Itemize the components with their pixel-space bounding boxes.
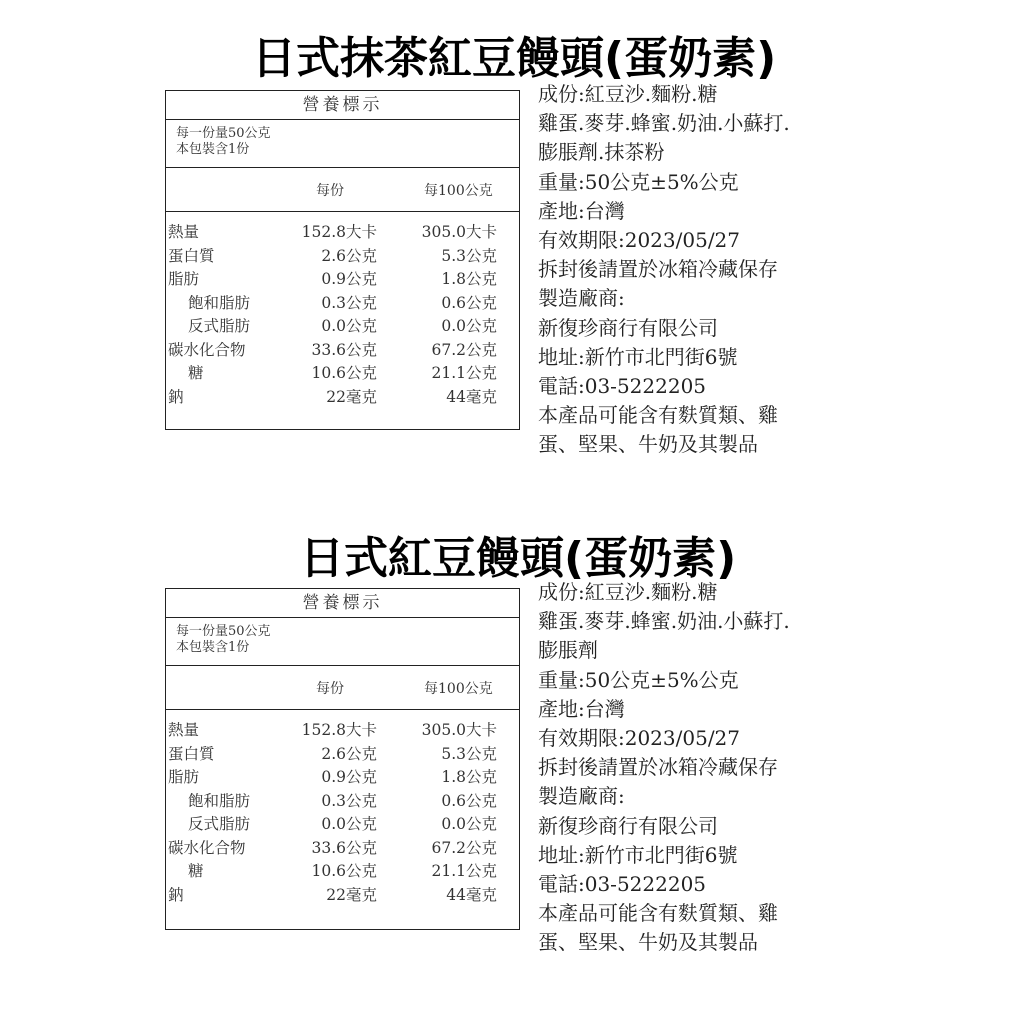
nutrient-name: 鈉 <box>168 387 184 406</box>
col-per-100g: 每100公克 <box>424 681 493 697</box>
per-100g-value: 0.6公克 <box>441 791 497 810</box>
serving-size: 每一份量50公克 <box>176 624 271 639</box>
nutrient-name: 碳水化合物 <box>168 838 246 857</box>
info-line: 新復珍商行有限公司 <box>538 315 718 340</box>
per-100g-value: 67.2公克 <box>431 340 497 359</box>
nutrition-row <box>166 718 519 742</box>
info-line: 有效期限:2023/05/27 <box>538 227 741 252</box>
info-line: 膨脹劑 <box>538 638 598 663</box>
nutrition-row <box>166 812 519 836</box>
info-line: 產地:台灣 <box>538 696 625 721</box>
per-serving-value: 33.6公克 <box>311 838 377 857</box>
product-info <box>538 578 790 957</box>
product-title: 日式紅豆饅頭(蛋奶素) <box>300 533 737 584</box>
info-line: 蛋、堅果、牛奶及其製品 <box>538 432 758 457</box>
per-serving-value: 0.0公克 <box>321 815 377 833</box>
info-line: 重量:50公克±5%公克 <box>538 169 739 194</box>
nutrient-name: 熱量 <box>168 721 200 739</box>
info-line: 重量:50公克±5%公克 <box>538 667 739 692</box>
per-serving-value: 152.8大卡 <box>301 721 377 739</box>
per-serving-value: 0.3公克 <box>321 293 377 312</box>
info-line: 拆封後請置於冰箱冷藏保存 <box>538 755 778 780</box>
nutrition-panel <box>165 588 520 930</box>
nutrition-header: 營養標示 <box>166 91 519 120</box>
col-per-serving: 每份 <box>316 183 344 199</box>
nutrient-name: 糖 <box>188 364 204 382</box>
info-line: 地址:新竹市北門街6號 <box>538 842 738 867</box>
nutrient-name: 反式脂肪 <box>188 317 251 335</box>
per-100g-value: 0.0公克 <box>441 317 497 335</box>
per-100g-value: 0.6公克 <box>441 293 497 312</box>
nutrition-row <box>166 859 519 883</box>
per-serving-value: 0.3公克 <box>321 791 377 810</box>
info-line: 地址:新竹市北門街6號 <box>538 344 738 369</box>
nutrition-row <box>166 789 519 813</box>
nutrient-name: 糖 <box>188 862 204 880</box>
nutrient-name: 熱量 <box>168 223 200 241</box>
per-100g-value: 44毫克 <box>446 387 497 406</box>
info-line: 產地:台灣 <box>538 198 625 223</box>
nutrition-row <box>166 742 519 766</box>
info-line: 電話:03-5222205 <box>538 373 707 398</box>
info-line: 新復珍商行有限公司 <box>538 813 718 838</box>
product-title: 日式抹茶紅豆饅頭(蛋奶素) <box>252 33 777 84</box>
per-100g-value: 21.1公克 <box>431 862 497 880</box>
per-100g-value: 44毫克 <box>446 885 497 904</box>
per-serving-value: 152.8大卡 <box>301 223 377 241</box>
servings-per-pack: 本包裝含1份 <box>176 640 250 655</box>
nutrient-name: 蛋白質 <box>168 246 215 265</box>
per-serving-value: 33.6公克 <box>311 340 377 359</box>
nutrient-name: 反式脂肪 <box>188 815 251 833</box>
serving-size: 每一份量50公克 <box>176 126 271 141</box>
info-line: 成份:紅豆沙.麵粉.糖 <box>538 82 718 106</box>
info-line: 拆封後請置於冰箱冷藏保存 <box>538 257 778 282</box>
per-100g-value: 0.0公克 <box>441 815 497 833</box>
info-line: 製造廠商: <box>538 784 625 809</box>
per-100g-value: 5.3公克 <box>441 744 497 763</box>
serving-info <box>166 618 519 666</box>
nutrition-rows <box>166 710 519 906</box>
per-serving-value: 10.6公克 <box>311 862 377 880</box>
per-serving-value: 22毫克 <box>326 387 377 406</box>
per-serving-value: 0.0公克 <box>321 317 377 335</box>
per-100g-value: 305.0大卡 <box>421 223 497 241</box>
nutrient-name: 飽和脂肪 <box>188 791 251 810</box>
per-serving-value: 22毫克 <box>326 885 377 904</box>
nutrient-name: 碳水化合物 <box>168 340 246 359</box>
nutrient-name: 鈉 <box>168 885 184 904</box>
per-100g-value: 305.0大卡 <box>421 721 497 739</box>
info-line: 本產品可能含有麩質類、雞 <box>538 403 778 428</box>
per-serving-value: 10.6公克 <box>311 364 377 382</box>
per-serving-value: 0.9公克 <box>321 768 377 786</box>
info-line: 製造廠商: <box>538 286 625 311</box>
info-line: 本產品可能含有麩質類、雞 <box>538 901 778 926</box>
nutrient-name: 脂肪 <box>168 768 200 786</box>
servings-per-pack: 本包裝含1份 <box>176 142 250 157</box>
per-100g-value: 1.8公克 <box>441 270 497 288</box>
per-100g-value: 1.8公克 <box>441 768 497 786</box>
nutrient-name: 脂肪 <box>168 270 200 288</box>
per-serving-value: 2.6公克 <box>321 744 377 763</box>
col-per-100g: 每100公克 <box>424 183 493 199</box>
info-line: 電話:03-5222205 <box>538 871 707 896</box>
info-line: 雞蛋.麥芽.蜂蜜.奶油.小蘇打. <box>538 111 790 136</box>
info-line: 雞蛋.麥芽.蜂蜜.奶油.小蘇打. <box>538 609 790 634</box>
nutrition-row <box>166 883 519 907</box>
per-100g-value: 67.2公克 <box>431 838 497 857</box>
per-serving-value: 2.6公克 <box>321 246 377 265</box>
nutrition-header: 營養標示 <box>166 589 519 618</box>
info-line: 蛋、堅果、牛奶及其製品 <box>538 930 758 955</box>
per-serving-value: 0.9公克 <box>321 270 377 288</box>
nutrition-row <box>166 836 519 860</box>
nutrient-name: 飽和脂肪 <box>188 293 251 312</box>
column-header <box>166 666 519 710</box>
col-per-serving: 每份 <box>316 681 344 697</box>
per-100g-value: 5.3公克 <box>441 246 497 265</box>
nutrient-name: 蛋白質 <box>168 744 215 763</box>
per-100g-value: 21.1公克 <box>431 364 497 382</box>
info-line: 成份:紅豆沙.麵粉.糖 <box>538 580 718 604</box>
info-line: 膨脹劑.抹茶粉 <box>538 140 665 165</box>
info-line: 有效期限:2023/05/27 <box>538 725 741 750</box>
nutrition-row <box>166 765 519 789</box>
